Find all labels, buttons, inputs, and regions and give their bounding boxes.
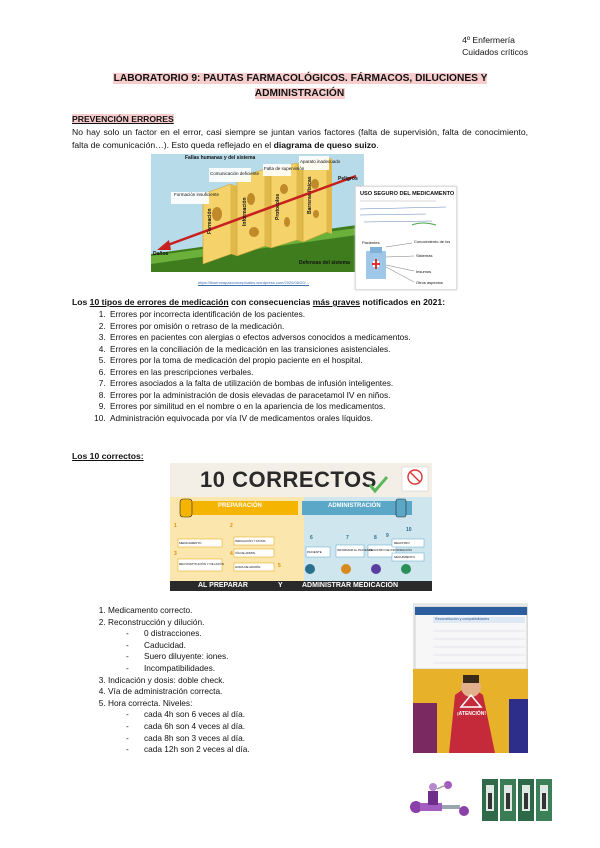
list-item: 4. Vía de administración correcta. — [108, 686, 250, 698]
correctos-prep-item: MEDICAMENTO — [179, 541, 202, 545]
correct-heading: Los 10 correctos: — [72, 451, 144, 461]
label-comunicacion: Comunicación deficiente — [210, 171, 260, 176]
list-item: 1. Medicamento correcto. — [108, 605, 250, 617]
list-item: 1. Errores por incorrecta identificación de los pacientes. — [108, 309, 411, 321]
med-card-drawing — [356, 187, 456, 289]
correctos-prep-item: INDICACIÓN Y DOSIS — [235, 539, 266, 543]
document-title: LABORATORIO 9: PAUTAS FARMACOLÓGICOS. FÁRMACOS, DILUCIONES Y ADMINISTRACIÓN — [113, 73, 488, 99]
correctos-admin-item: REGISTRO DE INFORMACIÓN — [369, 548, 412, 552]
correctos-num-7: 7 — [346, 535, 349, 541]
sub-list — [108, 628, 250, 674]
med-card-title: USO SEGURO DEL MEDICAMENTO — [360, 191, 455, 197]
correctos-admin-item: PACIENTE — [307, 550, 322, 554]
list-item: 10. Administración equivocada por vía IV de medicamentos orales líquidos. — [108, 413, 411, 425]
label-informacion: Información — [242, 197, 248, 226]
photo-vest-text: ¡ATENCIÓN! — [457, 711, 487, 717]
list-item: 5. Errores por la toma de medicación del propio paciente en el hospital. — [108, 355, 411, 367]
med-card-label-sistemas: Sistemas — [416, 253, 433, 258]
infusion-connector-image — [408, 777, 474, 821]
list-item: 2. Errores por omisión o retraso de la medicación. — [108, 321, 411, 333]
correctos-admin-item: REGISTRO — [394, 541, 410, 545]
list-item: 7. Errores asociados a la falta de utilización de bombas de infusión inteligentes. — [108, 378, 411, 390]
correctos-footer-right: ADMINISTRAR MEDICACIÓN — [302, 582, 399, 589]
vials-drawing — [480, 779, 556, 821]
photo-screen-title: Reconstitución y compatibilidades — [435, 617, 490, 621]
correctos-admin-item: SEGUIMIENTO — [394, 555, 415, 559]
correct-list — [72, 605, 250, 756]
label-formacion: Formación — [207, 208, 213, 234]
label-barreras: Barreras físicas — [307, 176, 313, 214]
correctos-num-1: 1 — [174, 523, 177, 529]
label-fallas: Fallas humanas y del sistema — [185, 155, 256, 161]
sub-list-item: - cada 6h son 4 veces al día. — [144, 721, 250, 733]
list-item: 3. Indicación y dosis: doble check. — [108, 675, 250, 687]
medication-safety-card — [355, 186, 457, 290]
sub-list-item: - cada 4h son 6 veces al día. — [144, 709, 250, 721]
med-card-label-conocimiento: Conocimiento de los — [414, 239, 451, 244]
cheese-source-link[interactable]: https://ibsenmapasconceptuales.wordpress.com/2020/06/20/... — [198, 280, 309, 285]
correctos-prep-item: RECONSTITUCIÓN Y DILUCIÓN — [179, 562, 224, 566]
prevention-heading: PREVENCIÓN ERRORES — [72, 114, 174, 124]
correctos-footer-mid: Y — [278, 582, 283, 589]
correctos-num-2: 2 — [230, 523, 233, 529]
correctos-num-10: 10 — [406, 527, 412, 533]
label-danos: Daños — [153, 251, 169, 257]
med-card-label-insumos: Insumos — [416, 269, 432, 274]
list-item: 9. Errores por similitud en el nombre o en la apariencia de los medicamentos. — [108, 401, 411, 413]
label-peligros: Peligros — [338, 176, 358, 182]
sub-list-item: - Suero diluyente: iones. — [144, 651, 250, 663]
correctos-num-9: 9 — [386, 533, 389, 539]
sub-list-item: - cada 8h son 3 veces al día. — [144, 733, 250, 745]
label-aparato: Aparato inadecuado — [300, 159, 341, 164]
label-defensas: Defensas del sistema — [299, 260, 350, 266]
list-item: 2. Reconstrucción y dilución. - 0 distracciones. - Caducidad. - Suero diluyente: iones. - Incompatibilidades. — [108, 617, 250, 675]
prevention-paragraph: No hay solo un factor en el error, casi siempre se juntan varios factores (falta de supervisión, falta de conocimiento, falta de comunicación…). Esto queda reflejado en el diagrama de queso suizo. — [72, 127, 528, 150]
correctos-footer-left: AL PREPARAR — [198, 582, 248, 589]
correctos-num-6: 6 — [310, 535, 313, 541]
correctos-num-5: 5 — [278, 563, 281, 569]
list-item: 4. Errores en la conciliación de la medicación en las transiciones asistenciales. — [108, 344, 411, 356]
sub-list-item: - 0 distracciones. — [144, 628, 250, 640]
correctos-title: 10 CORRECTOS — [200, 467, 377, 492]
device-drawing — [408, 777, 474, 821]
correctos-num-3: 3 — [174, 551, 177, 557]
correctos-drawing — [170, 463, 432, 591]
list-item: 3. Errores en pacientes con alergias o efectos adversos conocidos a medicamentos. — [108, 332, 411, 344]
list-item: 5. Hora correcta. Niveles: - cada 4h son 6 veces al día. - cada 6h son 4 veces al día. - cada 8h son 3 veces al día. - cada 12h son 2 veces al día. — [108, 698, 250, 756]
list-item: 6. Errores en las prescripciones verbales. — [108, 367, 411, 379]
correctos-prep-item: VÍA DE ADMIN. — [235, 551, 256, 555]
correctos-admin-label: ADMINISTRACIÓN — [328, 503, 381, 509]
sub-list-item: - cada 12h son 2 veces al día. — [144, 744, 250, 756]
page-header — [462, 34, 528, 58]
correctos-num-8: 8 — [374, 535, 377, 541]
correctos-num-4: 4 — [230, 551, 233, 557]
swiss-cheese-diagram — [151, 154, 364, 272]
label-protocolos: Protocolos — [275, 193, 281, 220]
photo-drawing — [413, 603, 528, 753]
correctos-prep-item: HORA DE ADMÓN. — [235, 565, 262, 569]
sub-list-item: - Incompatibilidades. — [144, 663, 250, 675]
medication-vials-image — [480, 779, 556, 821]
errors-list — [72, 309, 411, 424]
sub-list — [108, 709, 250, 755]
med-card-label-pacientes: Pacientes — [362, 240, 380, 245]
course-label: 4º Enfermería — [462, 35, 515, 45]
errors-intro: Los 10 tipos de errores de medicación con consecuencias más graves notificados en 2021: — [72, 297, 446, 307]
nurse-photo — [413, 603, 528, 753]
ten-correct-infographic — [170, 463, 432, 591]
subject-label: Cuidados críticos — [462, 47, 528, 57]
med-card-label-otros: Otros aspectos — [416, 280, 443, 285]
list-item: 8. Errores por la administración de dosis elevadas de paracetamol IV en niños. — [108, 390, 411, 402]
label-formacion-insuficiente: Formación insuficiente — [174, 192, 220, 197]
correctos-admin-item: INFORMAR AL PACIENTE — [337, 548, 373, 552]
sub-list-item: - Caducidad. — [144, 640, 250, 652]
label-supervision: Falta de supervisión — [264, 166, 305, 171]
correctos-prep-label: PREPARACIÓN — [218, 503, 262, 509]
